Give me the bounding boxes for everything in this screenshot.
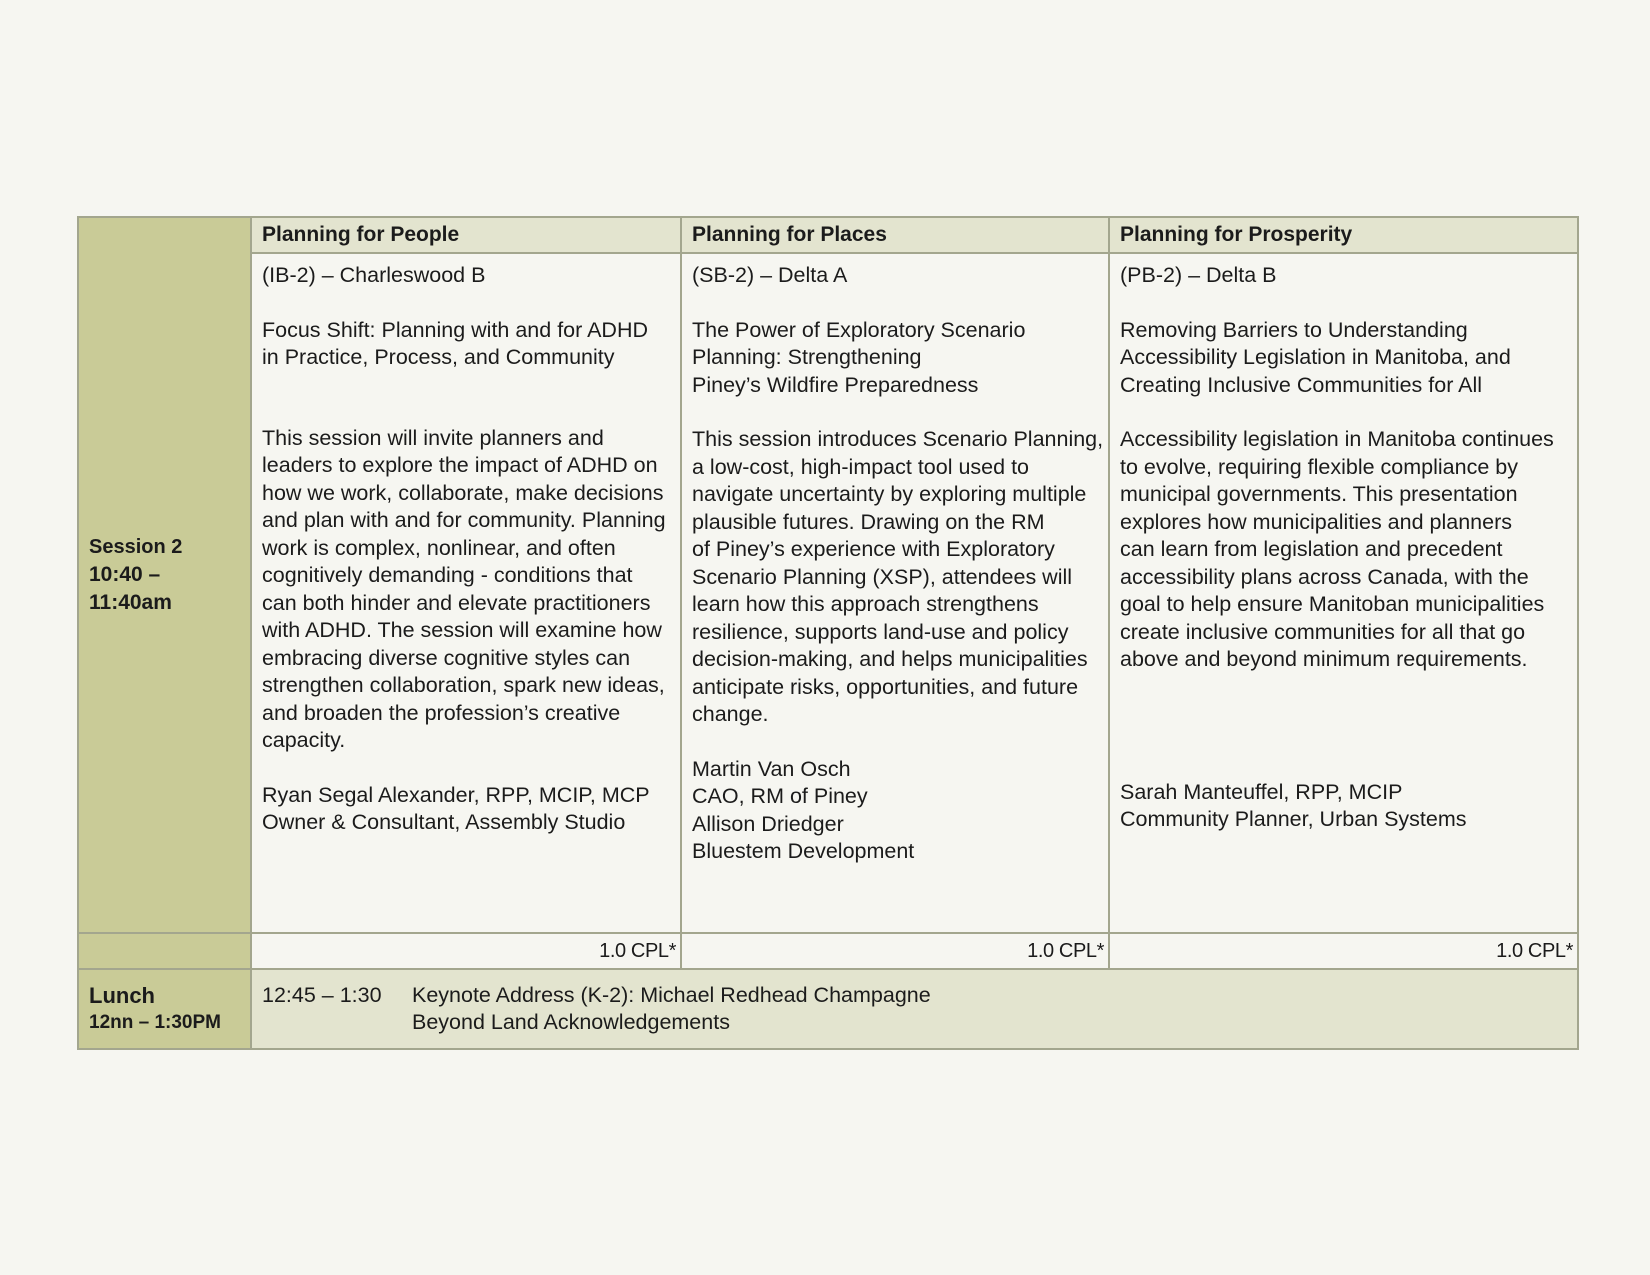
- session-title-line: Creating Inclusive Communities for All: [1120, 372, 1483, 397]
- session-description-line: resilience, supports land-use and policy: [692, 619, 1069, 644]
- session-description-line: navigate uncertainty by exploring multiple: [692, 482, 1087, 506]
- session-room: (PB-2) – Delta B: [1120, 263, 1277, 287]
- session-description: [692, 426, 1104, 729]
- keynote-time: 12:45 – 1:30: [262, 983, 382, 1007]
- session-description-line: a low-cost, high-impact tool used to: [692, 454, 1029, 479]
- session-description-line: This session introduces Scenario Planning,: [692, 427, 1104, 451]
- session-cell-people: [251, 253, 681, 933]
- session-description-line: learn how this approach strengthens: [692, 592, 1039, 616]
- session-description-line: strengthen collaboration, spark new ideas,: [262, 673, 665, 697]
- session-description-line: can learn from legislation and precedent: [1120, 537, 1503, 561]
- lunch-label-cell: [78, 969, 251, 1049]
- session-description-line: embracing diverse cognitive styles can: [262, 645, 631, 670]
- session-title: [1120, 317, 1567, 400]
- session-description-line: of Piney’s experience with Exploratory: [692, 537, 1055, 561]
- session-description-line: plausible futures. Drawing on the RM: [692, 509, 1045, 534]
- speaker-line: Ryan Segal Alexander, RPP, MCIP, MCP: [262, 782, 650, 807]
- keynote-cell: [251, 969, 1578, 1049]
- session-label: Session 2: [89, 536, 183, 558]
- session-time-end: 11:40am: [89, 591, 172, 614]
- track-header-row: [78, 217, 1578, 253]
- session-description-line: cognitively demanding - conditions that: [262, 563, 633, 587]
- schedule-table: [77, 216, 1579, 1050]
- session-speakers: [692, 756, 1098, 866]
- session-description-line: This session will invite planners and: [262, 425, 604, 450]
- session-description-line: accessibility plans across Canada, with the: [1120, 564, 1529, 589]
- session-speakers: [1120, 779, 1567, 834]
- session-description-line: decision-making, and helps municipalities: [692, 647, 1088, 671]
- session-description-line: leaders to explore the impact of ADHD on: [262, 453, 658, 477]
- session-description-line: how we work, collaborate, make decisions: [262, 480, 664, 505]
- session-room: (SB-2) – Delta A: [692, 263, 848, 287]
- keynote-text: [412, 982, 931, 1036]
- speaker-line: CAO, RM of Piney: [692, 784, 868, 808]
- session-title-line: Accessibility Legislation in Manitoba, and: [1120, 345, 1511, 369]
- session-title: [262, 317, 670, 372]
- keynote-subtitle: Beyond Land Acknowledgements: [412, 1010, 730, 1034]
- session-description-line: change.: [692, 702, 769, 726]
- cpl-side-cell: [78, 933, 251, 969]
- session-description-line: can both hinder and elevate practitioners: [262, 590, 651, 615]
- speaker-line: Owner & Consultant, Assembly Studio: [262, 810, 626, 834]
- session-label-cell: [78, 217, 251, 933]
- keynote-title: Keynote Address (K-2): Michael Redhead Champagne: [412, 983, 931, 1007]
- speaker-line: Allison Driedger: [692, 811, 844, 836]
- session-description: [1120, 426, 1567, 674]
- session-title-line: in Practice, Process, and Community: [262, 345, 615, 369]
- session-room: (IB-2) – Charleswood B: [262, 263, 486, 287]
- track-header-places: Planning for Places: [681, 217, 1109, 253]
- cpl-row: [78, 933, 1578, 969]
- session-details-row: [78, 253, 1578, 933]
- session-description-line: capacity.: [262, 728, 346, 752]
- session-description-line: create inclusive communities for all that go: [1120, 619, 1526, 644]
- session-description-line: Scenario Planning (XSP), attendees will: [692, 564, 1073, 589]
- session-cell-prosperity: [1109, 253, 1578, 933]
- session-description-line: and broaden the profession’s creative: [262, 700, 621, 725]
- session-description-line: above and beyond minimum requirements.: [1120, 647, 1528, 671]
- session-title-line: The Power of Exploratory Scenario: [692, 317, 1026, 342]
- lunch-row: [78, 969, 1578, 1049]
- session-description: [262, 425, 670, 755]
- speaker-line: Community Planner, Urban Systems: [1120, 807, 1467, 831]
- session-title-line: Planning: Strengthening: [692, 345, 922, 369]
- session-description-line: explores how municipalities and planners: [1120, 509, 1512, 534]
- speaker-line: Bluestem Development: [692, 839, 915, 863]
- lunch-time: 12nn – 1:30PM: [89, 1012, 221, 1033]
- session-description-line: to evolve, requiring flexible compliance by: [1120, 454, 1518, 479]
- session-cell-places: [681, 253, 1109, 933]
- session-speakers: [262, 782, 670, 837]
- cpl-credit-places: 1.0 CPL*: [681, 933, 1109, 969]
- session-description-line: goal to help ensure Manitoban municipalities: [1120, 592, 1545, 616]
- session-description-line: Accessibility legislation in Manitoba continues: [1120, 427, 1554, 451]
- speaker-line: Martin Van Osch: [692, 756, 851, 781]
- cpl-credit-prosperity: 1.0 CPL*: [1109, 933, 1578, 969]
- session-description-line: anticipate risks, opportunities, and future: [692, 674, 1079, 699]
- speaker-line: Sarah Manteuffel, RPP, MCIP: [1120, 779, 1403, 804]
- cpl-credit-people: 1.0 CPL*: [251, 933, 681, 969]
- session-title-line: Removing Barriers to Understanding: [1120, 317, 1468, 342]
- session-description-line: and plan with and for community. Planning: [262, 508, 666, 532]
- session-title: [692, 317, 1098, 400]
- session-description-line: with ADHD. The session will examine how: [262, 618, 662, 642]
- session-title-line: Piney’s Wildfire Preparedness: [692, 372, 979, 397]
- session-title-line: Focus Shift: Planning with and for ADHD: [262, 317, 648, 342]
- track-header-people: Planning for People: [251, 217, 681, 253]
- session-description-line: municipal governments. This presentation: [1120, 482, 1518, 506]
- session-description-line: work is complex, nonlinear, and often: [262, 535, 616, 560]
- session-time-start: 10:40 –: [89, 563, 161, 586]
- track-header-prosperity: Planning for Prosperity: [1109, 217, 1578, 253]
- lunch-label: Lunch: [89, 983, 155, 1008]
